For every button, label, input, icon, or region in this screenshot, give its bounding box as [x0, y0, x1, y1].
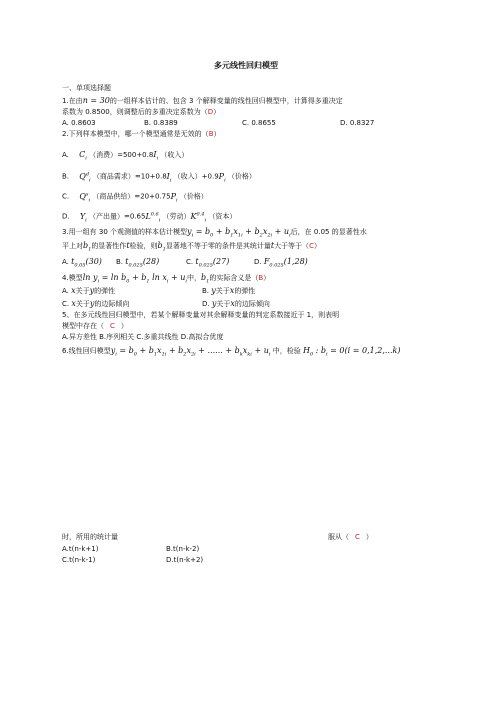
q4-option-c: [62, 299, 129, 309]
q5-answer: C: [110, 322, 115, 330]
question-5: 5、在多元线性回归模型中，若某个解释变量对其余解释变量的判定系数接近于 1，则表明: [62, 311, 340, 319]
q3-opt-a-label: A.: [62, 258, 69, 266]
q3-answer: C: [309, 242, 314, 250]
q3-option-b: [116, 257, 159, 271]
q2-option-d: [62, 210, 236, 225]
q3-b1: 平上对: [62, 242, 83, 250]
formula-q6-hypothesis: $H_0$ : $b_i = 0(i = 0,1,2,...k)$: [302, 346, 401, 358]
q6-answer: C: [355, 533, 360, 541]
formula-Qdi: $Q^d_i$: [79, 171, 91, 184]
var-x: x: [230, 299, 235, 308]
q2-c-mid: （商品供给）=20+0.75: [92, 192, 171, 201]
question-3-line2: [62, 241, 321, 255]
q2-option-b: [62, 170, 256, 185]
var-y: y: [211, 299, 217, 308]
formula-t005-30: $t_{0.05}(30)$: [71, 257, 102, 269]
q1-option-d: D. 0.8327: [340, 119, 375, 127]
q4-option-b: [202, 286, 255, 296]
q2-d-label: D.: [62, 212, 70, 221]
formula-Ci: $C_i$: [79, 150, 87, 162]
question-2: [62, 130, 221, 139]
q3-option-d: [254, 257, 308, 271]
var-x: x: [71, 299, 76, 308]
q1-answer: D: [207, 108, 214, 116]
q4-b-t2: 的弹性: [234, 287, 256, 295]
question-6-answer-line: [328, 533, 373, 542]
q4-a2: 中，: [187, 274, 202, 282]
q5-line2b: ）: [120, 322, 128, 330]
q2-a-label: A.: [62, 151, 69, 159]
formula-Ki-pow: $K^{0.4}_i$: [190, 211, 207, 224]
page-title: 多元线性回归模型: [214, 61, 278, 70]
q2-a-mid: （消费）=500+0.8: [89, 151, 154, 159]
formula-Li-pow: $L^{0.6}_i$: [145, 211, 161, 224]
q1-option-b: B. 0.8389: [144, 119, 178, 127]
q3-a1: 3.用一组有 30 个观测值的样本估计模型: [62, 228, 188, 236]
q6-a2: 中，检验: [272, 347, 301, 355]
q3-b4: 显著地不等于零的条件是其统计量: [165, 242, 271, 250]
formula-q3-model: $y_i = b_0 + b_1x_{1i} + b_2x_{2i} + u_i$: [187, 227, 291, 239]
q3-option-c: [186, 257, 229, 271]
q1-close: ）: [213, 108, 221, 116]
q3-option-a: [62, 257, 102, 271]
q2-c-label: C.: [62, 192, 70, 201]
q1-line2: 系数为 0.8500，则调整后的多重决定系数为（: [62, 108, 208, 116]
q6-a1: 6.线性回归模型: [62, 347, 111, 355]
q2-a-end: （收入）: [160, 151, 189, 159]
q4-close: ）: [263, 274, 271, 282]
q6-option-a: A.t(n-k+1): [62, 545, 99, 553]
formula-F0025: $F_{0.025}(1,28)$: [263, 257, 308, 269]
q3-b3: 检验，则: [129, 242, 158, 250]
q2-close: ）: [213, 130, 221, 138]
q6-right: 服从（: [328, 533, 349, 541]
q4-answer: B: [258, 274, 264, 282]
formula-q4-model: $\ln y_i = \ln b_0 + b_1$ $\ln x_i + u_i$: [82, 273, 188, 285]
var-x: x: [229, 286, 235, 295]
formula-Yi: $Y_i$: [79, 211, 87, 224]
q6-option-c: C.t(n-k-1): [62, 556, 96, 564]
question-6-continued: 时，所用的统计量: [62, 533, 118, 541]
q3-opt-c-label: C.: [186, 258, 194, 266]
formula-Ii-b: $I_i$: [166, 171, 172, 184]
q2-stem: 2.下列样本模型中，哪一个模型通常是无效的（: [62, 130, 209, 138]
q3-b2: 的显著性作: [91, 242, 127, 250]
q4-c-label: C.: [62, 300, 70, 308]
q6-option-b: B.t(n-k-2): [166, 545, 200, 553]
var-y: y: [211, 286, 216, 295]
var-y: y: [89, 299, 95, 308]
q2-c-end: （价格）: [179, 192, 208, 201]
q4-option-d: [202, 299, 270, 309]
q4-c-t2: 的边际倾向: [94, 300, 130, 308]
q1-text-a: 1.在由: [62, 97, 83, 105]
q1-option-a: A. 0.8603: [62, 119, 96, 127]
q1-option-c: C. 0.8655: [242, 119, 276, 127]
formula-q6-model: $y_i = b_0 + b_1x_{1i} + b_2x_{2i}$ + ...... + $b_kx_{ki} + u_i$: [110, 346, 271, 358]
question-5-line2: [62, 322, 128, 331]
question-6: [62, 346, 400, 360]
q4-a3: 的实际含义是（: [209, 274, 259, 282]
q4-a-t: 关于: [75, 287, 90, 295]
q2-option-c: [62, 190, 208, 205]
question-4: [62, 273, 270, 287]
formula-Qsi: $Q^s_i$: [79, 191, 91, 204]
var-x: x: [71, 286, 76, 295]
q6-close: ）: [365, 533, 373, 541]
q3-close: ）: [313, 242, 321, 250]
q4-a-label: A.: [62, 287, 69, 295]
q3-opt-d-label: D.: [254, 258, 262, 266]
question-3: [62, 227, 367, 241]
q5-line2a: 模型中存在（: [62, 322, 104, 330]
q2-b-end: （价格）: [227, 172, 256, 181]
question-1-line2: [62, 108, 220, 117]
q3-b5: 大于等于（: [274, 242, 310, 250]
formula-Pi-b: $P_i$: [218, 171, 226, 184]
q3-opt-b-label: B.: [116, 258, 124, 266]
formula-Pi-c: $P_i$: [170, 191, 178, 204]
q4-d-label: D.: [202, 300, 210, 308]
q4-option-a: [62, 286, 115, 296]
q4-b-label: B.: [202, 287, 210, 295]
q5-options: A.异方差性 B.序列相关 C.多重共线性 D.高拟合优度: [62, 333, 224, 341]
q4-d-t: 关于: [216, 300, 231, 308]
formula-q4-b1: $b_1$: [201, 273, 210, 285]
q3-a2: 后，在 0.05 的显著性水: [290, 228, 367, 236]
q4-a-t2: 的弹性: [94, 287, 116, 295]
question-1: [62, 96, 343, 106]
q6-option-d: D.t(n-k+2): [166, 556, 204, 564]
q2-option-a: [62, 150, 188, 164]
q4-b-t: 关于: [215, 287, 230, 295]
q2-d-end: （资本）: [208, 212, 237, 221]
q2-d-mid2: （劳动）: [162, 212, 191, 221]
formula-n30: n = 30: [82, 96, 110, 105]
formula-Ii: $I_i$: [153, 150, 159, 162]
q2-d-mid: （产出量）=0.65: [88, 212, 146, 221]
q4-c-t: 关于: [75, 300, 90, 308]
var-y: y: [89, 286, 95, 295]
formula-b1b: $b_1$: [157, 241, 166, 253]
q2-b-mid2: （收入）+0.9: [173, 172, 219, 181]
section-heading: 一、单项选择题: [62, 84, 111, 92]
formula-t2: t: [270, 241, 275, 250]
formula-t0025-27: $t_{0.025}(27)$: [195, 257, 230, 269]
formula-b1: $b_1$: [83, 241, 92, 253]
q2-b-mid: （商品需求）=10+0.8: [92, 172, 167, 181]
formula-t0025-28: $t_{0.025}(28)$: [125, 257, 160, 269]
q1-text-b: 的一组样本估计的、包含 3 个解释变量的线性回归模型中，计算得多重决定: [109, 97, 343, 105]
q2-answer: B: [208, 130, 214, 138]
q2-b-label: B.: [62, 172, 70, 181]
q4-d-t2: 的边际倾向: [234, 300, 270, 308]
q4-a1: 4.模型: [62, 274, 83, 282]
formula-t: t: [126, 241, 130, 250]
